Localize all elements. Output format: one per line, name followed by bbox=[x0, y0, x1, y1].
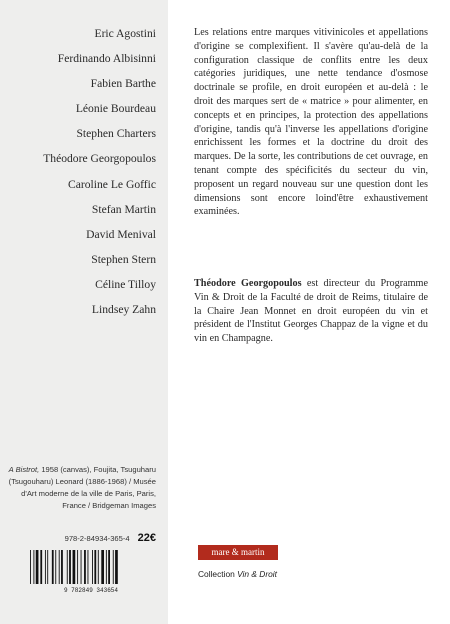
barcode-bar bbox=[94, 550, 96, 584]
left-panel bbox=[0, 0, 168, 624]
barcode-bar bbox=[36, 550, 39, 584]
barcode-bar bbox=[88, 550, 89, 584]
barcode-bar bbox=[106, 550, 107, 584]
isbn-price-row bbox=[8, 532, 156, 544]
barcode-bar bbox=[45, 550, 46, 584]
barcode-bar bbox=[98, 550, 99, 584]
barcode-bar bbox=[92, 550, 93, 584]
barcode-bar bbox=[61, 550, 63, 584]
barcode-bar bbox=[59, 550, 60, 584]
barcode-bar bbox=[108, 550, 110, 584]
bio-text: est directeur du Programme Vin & Droit de la Faculté de droit de Reims, titulaire de la Chaire Jean Monnet en droit européen du vin et président de l'Institut Georges Chappaz de la vigne et du vin en Champagne. bbox=[194, 278, 428, 345]
author-bio bbox=[194, 277, 428, 346]
description-block bbox=[194, 26, 428, 219]
isbn: 978-2-84934-365-4 bbox=[64, 534, 130, 543]
author-name: Céline Tilloy bbox=[95, 277, 156, 291]
author-name: David Menival bbox=[86, 227, 156, 241]
credit-artwork-title: A Bistrot, bbox=[8, 465, 40, 474]
author-name: Fabien Barthe bbox=[90, 77, 156, 91]
collection-name: Vin & Droit bbox=[237, 569, 277, 579]
barcode bbox=[26, 548, 156, 594]
barcode-digits: 9 782849 343654 bbox=[63, 587, 119, 594]
barcode-bar bbox=[101, 550, 104, 584]
author-name: Caroline Le Goffic bbox=[68, 177, 156, 191]
barcode-bar bbox=[47, 550, 48, 584]
barcode-bar bbox=[81, 550, 82, 584]
collection-label bbox=[198, 569, 277, 579]
author-list bbox=[8, 27, 156, 328]
author-name: Théodore Georgopoulos bbox=[43, 152, 156, 166]
barcode-bar bbox=[40, 550, 42, 584]
author-name: Lindsey Zahn bbox=[91, 303, 156, 317]
collection-prefix: Collection bbox=[198, 569, 238, 579]
barcode-bar bbox=[33, 550, 34, 584]
barcode-bar bbox=[55, 550, 56, 584]
author-name: Ferdinando Albisinni bbox=[57, 52, 156, 66]
author-name: Stephen Charters bbox=[76, 127, 156, 141]
barcode-bar bbox=[115, 550, 118, 584]
barcode-bar bbox=[52, 550, 54, 584]
author-name: Eric Agostini bbox=[94, 27, 156, 40]
bio-name: Théodore Georgopoulos bbox=[194, 278, 302, 289]
barcode-bar bbox=[113, 550, 114, 584]
barcode-bar bbox=[73, 550, 76, 584]
barcode-bar bbox=[77, 550, 78, 584]
barcode-bar bbox=[69, 550, 71, 584]
cover-image-credit bbox=[6, 464, 156, 512]
barcode-bars bbox=[30, 550, 118, 584]
credit-details: 1958 (canvas), Foujita, Tsuguharu (Tsugouharu) Leonard (1886-1968) / Musée d'Art moderne de la ville de Paris, Paris, France / Bridgeman Images bbox=[8, 465, 156, 510]
book-description: Les relations entre marques vitivinicoles et appellations d'origine se complexifient. Il s'avère qu'au-delà de la configuration classique de conflits entre les deux catégories juridiques, une nette tendance d'osmose doctrinale se profile, en droit européen et au-delà : le droit des marques sert de « matrice » pour alimenter, en concepts et en principes, la protection des appellations d'origine, tandis qu'à l'inverse les appellations d'origine enrichissent les formes et la doctrine du droit des marques. De la sorte, les contributions de cet ouvrage, en tenant compte des spécificités du secteur du vin, proposent un regard nouveau sur une question dont les dimensions sont encore loind'être exhaustivement examinées. bbox=[194, 27, 428, 218]
barcode-bar bbox=[30, 550, 31, 584]
author-name: Léonie Bourdeau bbox=[75, 102, 156, 116]
author-name: Stephen Stern bbox=[91, 252, 156, 266]
barcode-bar bbox=[67, 550, 68, 584]
barcode-bar bbox=[84, 550, 86, 584]
author-name: Stefan Martin bbox=[91, 202, 156, 216]
price: 22€ bbox=[137, 532, 156, 544]
publisher-logo: mare & martin bbox=[198, 545, 278, 560]
